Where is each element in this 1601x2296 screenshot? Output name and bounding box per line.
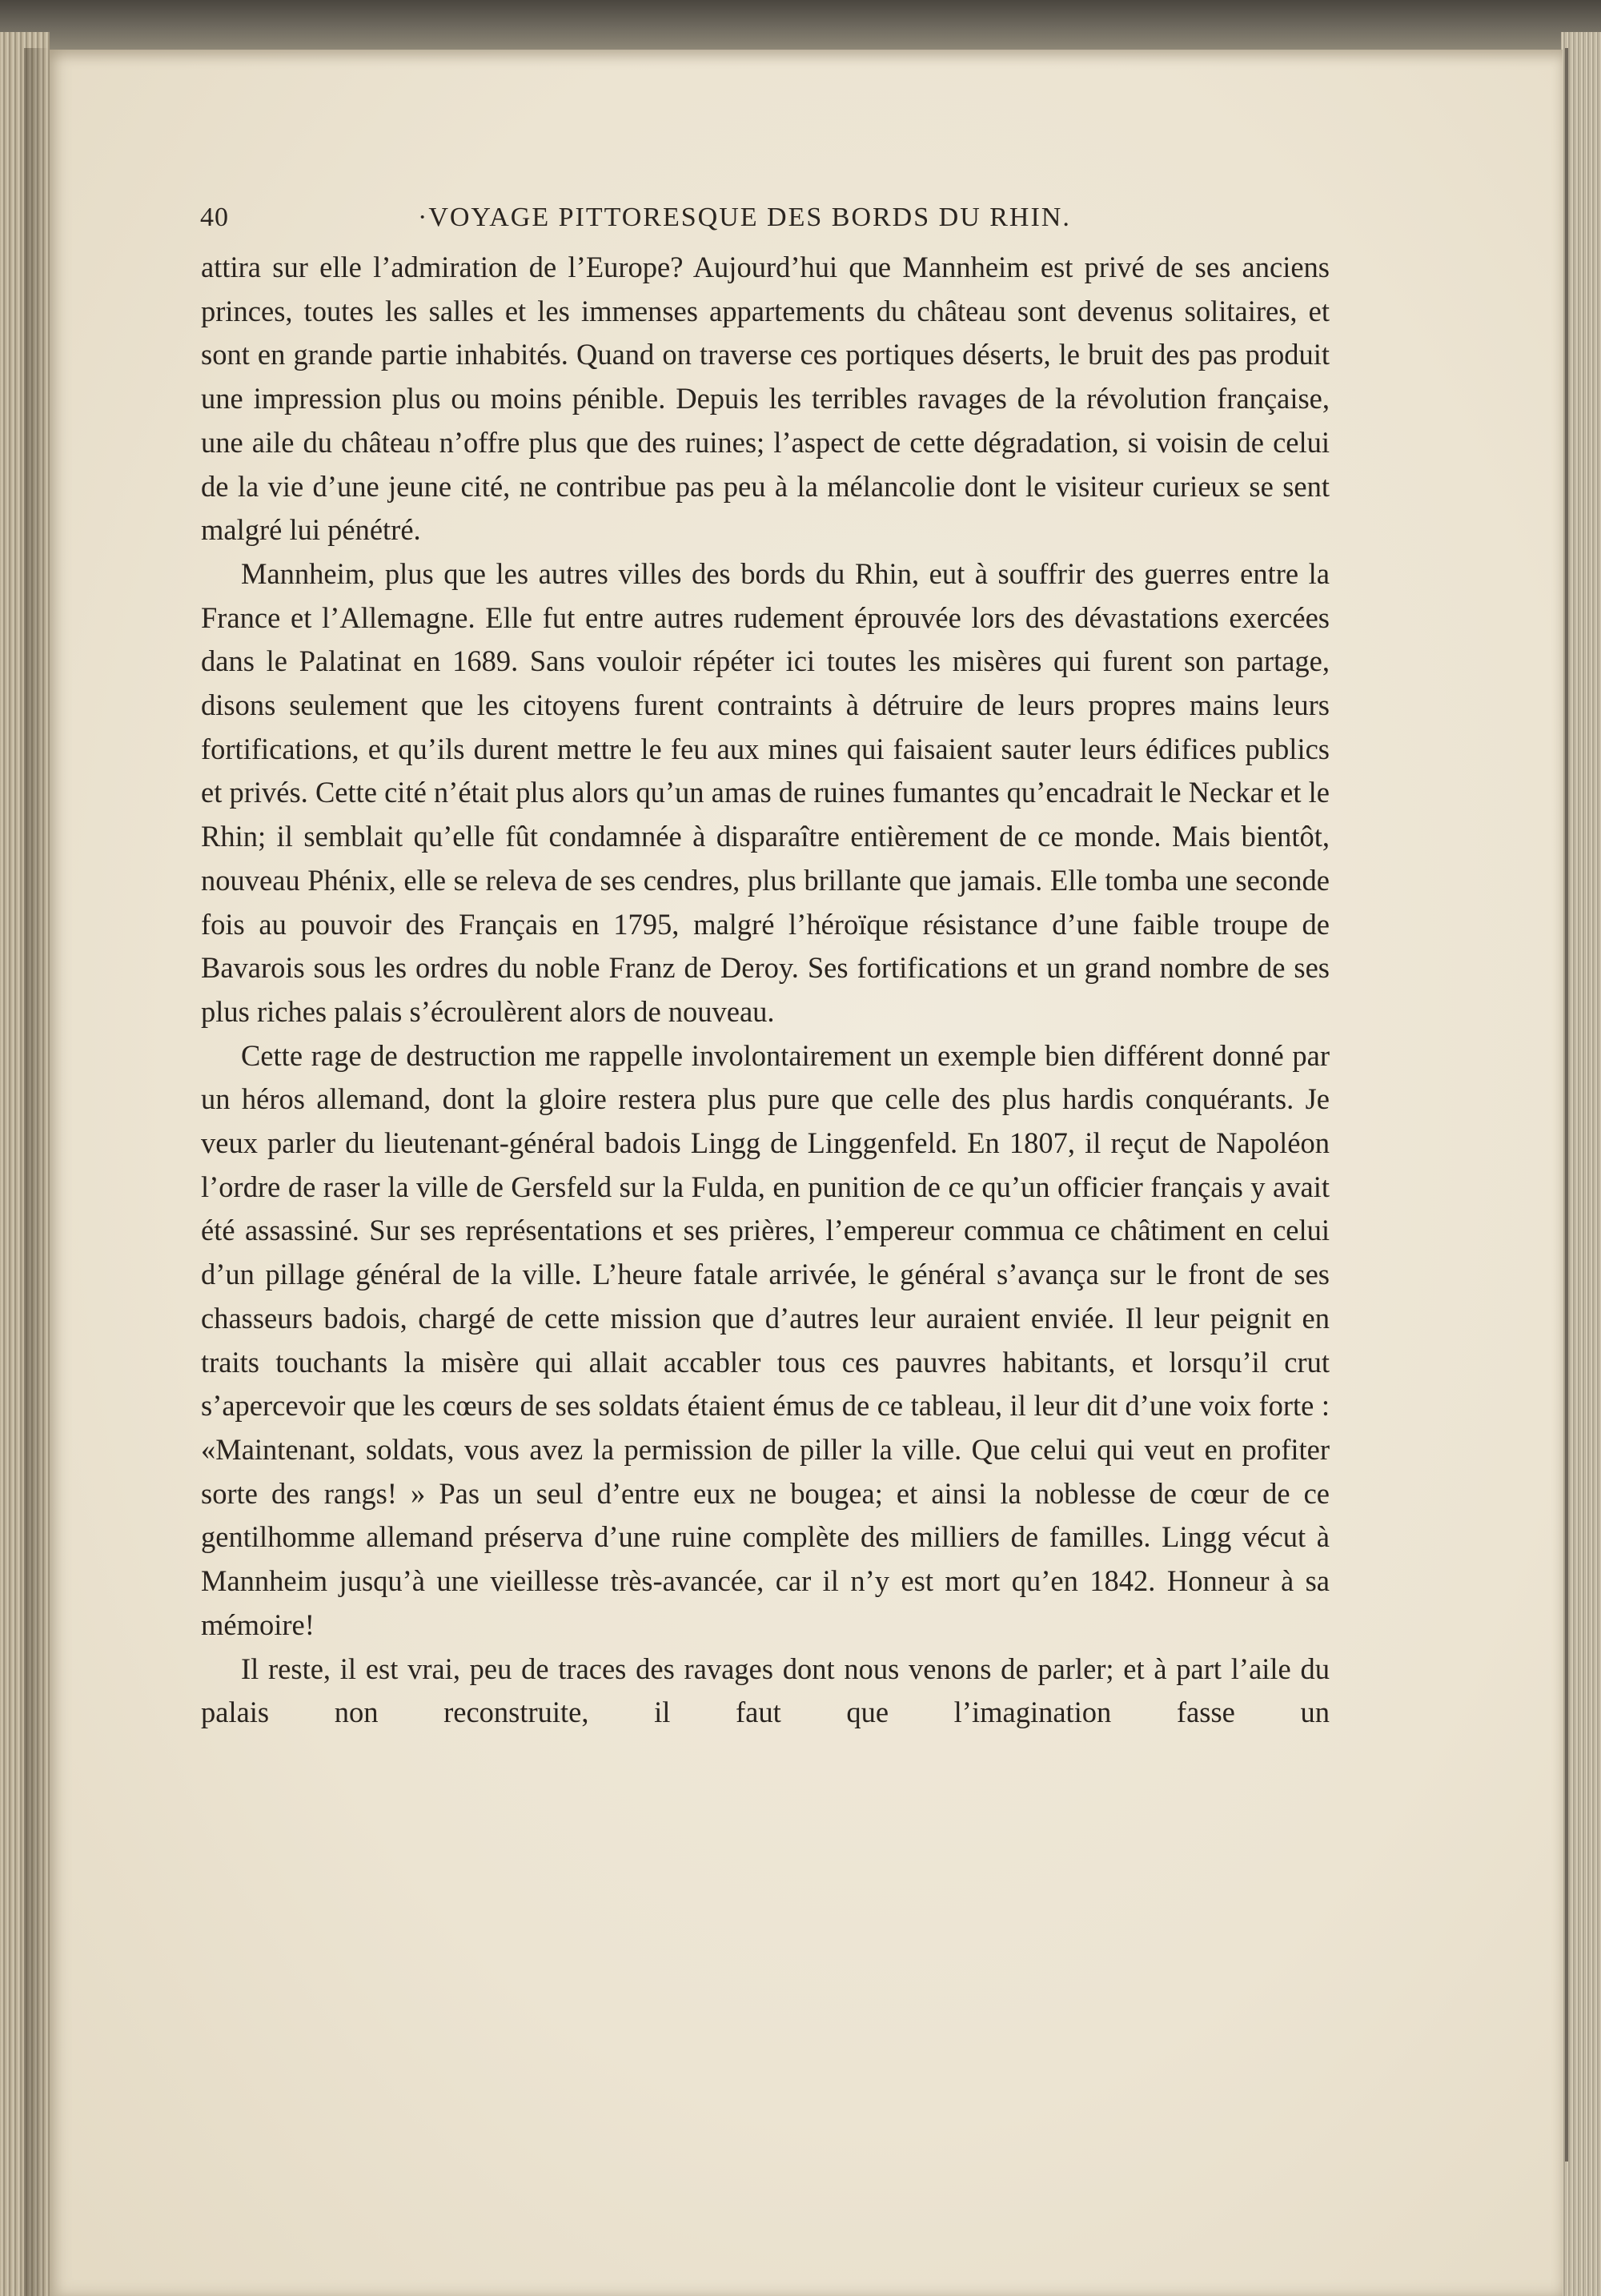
book-top-edge [0, 0, 1601, 50]
page-number: 40 [200, 203, 229, 232]
body-text [201, 246, 1330, 1735]
paragraph: Il reste, il est vrai, peu de traces des ravages dont nous venons de parler; et à part l’aile du palais non reconstruite, il faut que l’imagination fasse un [201, 1652, 1330, 1729]
running-head [200, 203, 1353, 251]
paragraph: Mannheim, plus que les autres villes des bords du Rhin, eut à souffrir des guerres entre la France et l’Allemagne. Elle fut entre autres rudement éprouvée lors des dévastations exercées dans le Palatinat en 1689. Sans vouloir répéter ici toutes les misères qui furent son partage, disons seulement que les citoyens furent contraints à détruire de leurs propres mains leurs fortifications, et qu’ils durent mettre le feu aux mines qui faisaient sauter leurs édifices publics et privés. Cette cité n’était plus alors qu’un amas de ruines fumantes qu’encadrait le Neckar et le Rhin; il semblait qu’elle fût condamnée à disparaître entièrement de ce monde. Mais bientôt, nouveau Phénix, elle se releva de ses cendres, plus brillante que jamais. Elle tomba une seconde fois au pouvoir des Français en 1795, malgré l’héroïque résistance d’une faible troupe de Bavarois sous les ordres du noble Franz de Deroy. Ses fortifications et un grand nombre de ses plus riches palais s’écroulèrent alors de nouveau. [201, 556, 1330, 1028]
running-title: ·VOYAGE PITTORESQUE DES BORDS DU RHIN. [418, 203, 1071, 232]
fore-edge-shadow-line [1565, 48, 1568, 2162]
paragraph: Cette rage de destruction me rappelle involontairement un exemple bien différent donné par un héros allemand, dont la gloire restera plus pure que celle des plus hardis conquérants. Je veux parler du lieutenant-général badois Lingg de Linggenfeld. En 1807, il reçut de Napoléon l’ordre de raser la ville de Gersfeld sur la Fulda, en punition de ce qu’un officier français y avait été assassiné. Sur ses représentations et ses prières, l’empereur commua ce châtiment en celui d’un pillage général de la ville. L’heure fatale arrivée, le général s’avança sur le front de ses chasseurs badois, chargé de cette mission que d’autres leur auraient enviée. Il leur peignit en traits touchants la misère qui allait accabler tous ces pauvres habitants, et lorsqu’il crut s’apercevoir que les cœurs de ses soldats étaient émus de ce tableau, il leur dit d’une voix forte : «Maintenant, soldats, vous avez la permission de piller la ville. Que celui qui veut en profiter sorte des rangs! » Pas un seul d’entre eux ne bougea; et ainsi la noblesse de cœur de ce gentilhomme allemand préserva d’une ruine complète des milliers de familles. Lingg vécut à Mannheim jusqu’à une vieillesse très-avancée, car il n’y est mort qu’en 1842. Honneur à sa mémoire! [201, 1038, 1330, 1641]
paragraph: attira sur elle l’admiration de l’Europe? Aujourd’hui que Mannheim est privé de ses anciens princes, toutes les salles et les immenses appartements du château sont devenus solitaires, et sont en grande partie inhabités. Quand on traverse ces portiques déserts, le bruit des pas produit une impression plus ou moins pénible. Depuis les terribles ravages de la révolution française, une aile du château n’offre plus que des ruines; l’aspect de cette dégradation, si voisin de celui de la vie d’une jeune cité, ne contribue pas peu à la mélancolie dont le visiteur curieux se sent malgré lui pénétré. [201, 251, 1330, 547]
gutter-shadow [24, 48, 48, 2296]
